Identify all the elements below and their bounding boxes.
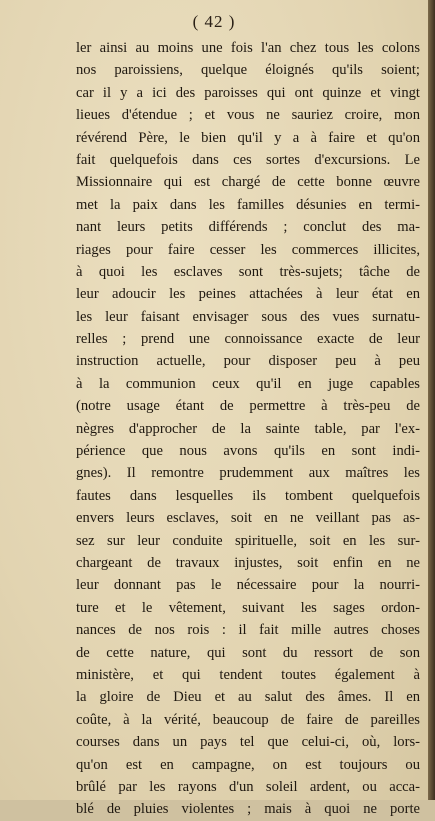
text-line: courses dans un pays tel que celui-ci, où, lors- (76, 734, 420, 751)
text-line: fautes dans lesquelles ils tombent quelquefois (76, 487, 420, 504)
text-line: nances de nos rois : il fait mille autres choses (76, 622, 420, 639)
text-line: la gloire de Dieu et au salut des âmes. Il en (76, 689, 420, 706)
text-line: de cette nature, qui sont du ressort de son (76, 644, 420, 661)
text-line: coûte, à la vérité, beaucoup de faire de pareilles (76, 711, 420, 728)
page-number: ( 42 ) (192, 12, 236, 31)
text-line: les leur faisant envisager sous des vues surnatu- (76, 308, 420, 325)
text-line: brûlé par les rayons d'un soleil ardent, ou acca- (76, 778, 420, 795)
text-line: blé de pluies violentes ; mais à quoi ne porte (76, 801, 420, 818)
text-line: ler ainsi au moins une fois l'an chez tous les colons (76, 40, 420, 56)
text-line: ture et le vêtement, suivant les sages ordon- (76, 599, 420, 616)
text-line: chargeant de travaux injustes, soit enfin en ne (76, 554, 420, 571)
text-line: relles ; prend une connoissance exacte de leur (76, 331, 420, 348)
body-text (76, 37, 420, 821)
text-line: à la communion ceux qu'il en juge capables (76, 375, 420, 392)
text-line: instruction actuelle, pour disposer peu à peu (76, 353, 420, 370)
text-line: périence que nous avons qu'ils en sont indi- (76, 443, 420, 460)
text-line: gnes). Il remontre prudemment aux maîtres les (76, 465, 420, 482)
text-line: qu'on est en campagne, on est toujours ou (76, 756, 420, 773)
text-line: Missionnaire qui est chargé de cette bonne œuvre (76, 174, 420, 191)
text-line: (notre usage étant de permettre à très-peu de (76, 398, 420, 415)
text-line: ministère, et qui tendent toutes également à (76, 666, 420, 683)
text-line: car il y a ici des paroisses qui ont quinze et vingt (76, 84, 420, 101)
text-line: à quoi les esclaves sont très-sujets; tâche de (76, 263, 420, 280)
text-line: fait quelquefois dans ces sortes d'excursions. Le (76, 151, 420, 168)
text-line: leur adoucir les peines attachées à leur état en (76, 286, 420, 303)
text-line: nant leurs petits différends ; conclut des ma- (76, 219, 420, 236)
text-line: leur donnant pas le nécessaire pour la nourri- (76, 577, 420, 594)
text-line: nègres d'approcher de la sainte table, par l'ex- (76, 420, 420, 437)
text-line: riages pour faire cesser les commerces illicites, (76, 241, 420, 258)
page-gutter (428, 0, 435, 800)
text-line: met la paix dans les familles désunies en termi- (76, 196, 420, 213)
text-line: sez sur leur conduite spirituelle, soit en les sur- (76, 532, 420, 549)
text-line: lieues d'étendue ; et vous ne sauriez croire, mon (76, 107, 420, 124)
text-line: révérend Père, le bien qu'il y a à faire et qu'on (76, 129, 420, 146)
text-line: nos paroissiens, quelque éloignés qu'ils soient; (76, 62, 420, 79)
text-line: envers leurs esclaves, soit en ne veillant pas as- (76, 510, 420, 527)
